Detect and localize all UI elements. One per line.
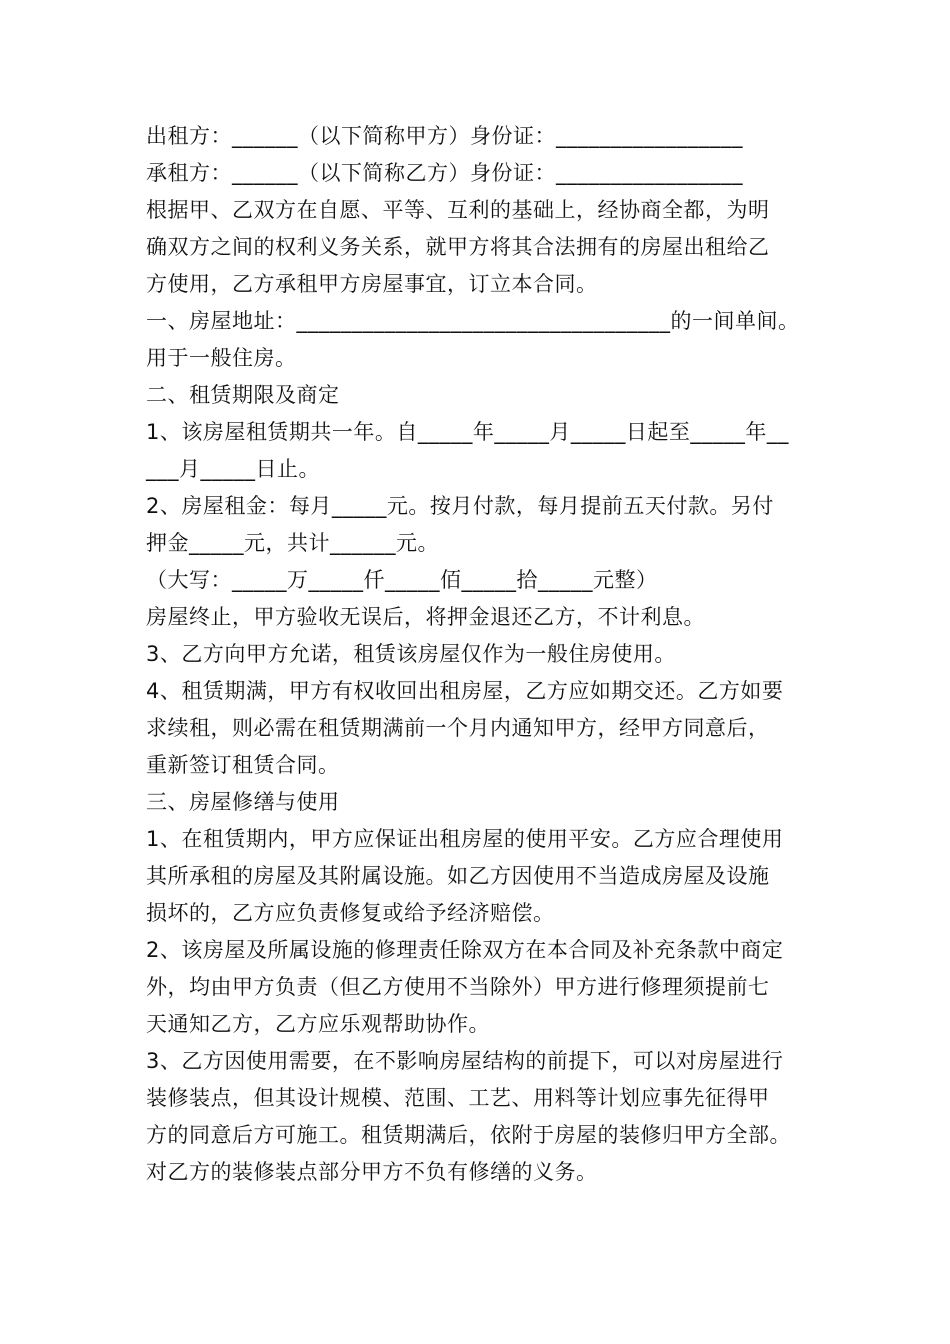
text-line: 方使用，乙方承租甲方房屋事宜，订立本合同。	[146, 272, 598, 296]
text-line: 3、乙方向甲方允诺，租赁该房屋仅作为一般住房使用。	[146, 642, 676, 666]
contract-body	[146, 118, 836, 1191]
text-line: 2、房屋租金：每月_____元。按月付款，每月提前五天付款。另付	[146, 494, 774, 518]
text-line: 天通知乙方，乙方应乐观帮助协作。	[146, 1012, 490, 1036]
text-line: 对乙方的装修装点部分甲方不负有修缮的义务。	[146, 1160, 598, 1184]
text-line: 外，均由甲方负责（但乙方使用不当除外）甲方进行修理须提前七	[146, 975, 770, 999]
text-line: 损坏的，乙方应负责修复或给予经济赔偿。	[146, 901, 555, 925]
text-line: 2、该房屋及所属设施的修理责任除双方在本合同及补充条款中商定	[146, 938, 784, 962]
text-line: 求续租，则必需在租赁期满前一个月内通知甲方，经甲方同意后，	[146, 716, 770, 740]
text-line: 承租方：______（以下简称乙方）身份证：_________________	[146, 161, 743, 185]
text-line: 房屋终止，甲方验收无误后，将押金退还乙方，不计利息。	[146, 605, 705, 629]
text-line: 3、乙方因使用需要，在不影响房屋结构的前提下，可以对房屋进行	[146, 1049, 784, 1073]
text-line: 根据甲、乙双方在自愿、平等、互利的基础上，经协商全都，为明	[146, 198, 770, 222]
text-line: 方的同意后方可施工。租赁期满后，依附于房屋的装修归甲方全部。	[146, 1123, 791, 1147]
text-line: 出租方：______（以下简称甲方）身份证：_________________	[146, 124, 743, 148]
text-line: 用于一般住房。	[146, 346, 297, 370]
text-line: 押金_____元，共计______元。	[146, 531, 439, 555]
text-line: （大写：_____万_____仟_____佰_____拾_____元整）	[146, 568, 658, 592]
text-line: 1、在租赁期内，甲方应保证出租房屋的使用平安。乙方应合理使用	[146, 827, 784, 851]
text-line: 1、该房屋租赁期共一年。自_____年_____月_____日起至_____年__	[146, 420, 789, 444]
text-line: 4、租赁期满，甲方有权收回出租房屋，乙方应如期交还。乙方如要	[146, 679, 784, 703]
text-line: 一、房屋地址：__________________________________的一间单间。	[146, 309, 800, 333]
text-line: ___月_____日止。	[146, 457, 320, 481]
text-line: 其所承租的房屋及其附属设施。如乙方因使用不当造成房屋及设施	[146, 864, 770, 888]
text-line: 重新签订租赁合同。	[146, 753, 340, 777]
section-heading: 三、房屋修缮与使用	[146, 790, 340, 814]
text-line: 装修装点，但其设计规模、范围、工艺、用料等计划应事先征得甲	[146, 1086, 770, 1110]
text-line: 确双方之间的权利义务关系，就甲方将其合法拥有的房屋出租给乙	[146, 235, 770, 259]
section-heading: 二、租赁期限及商定	[146, 383, 340, 407]
